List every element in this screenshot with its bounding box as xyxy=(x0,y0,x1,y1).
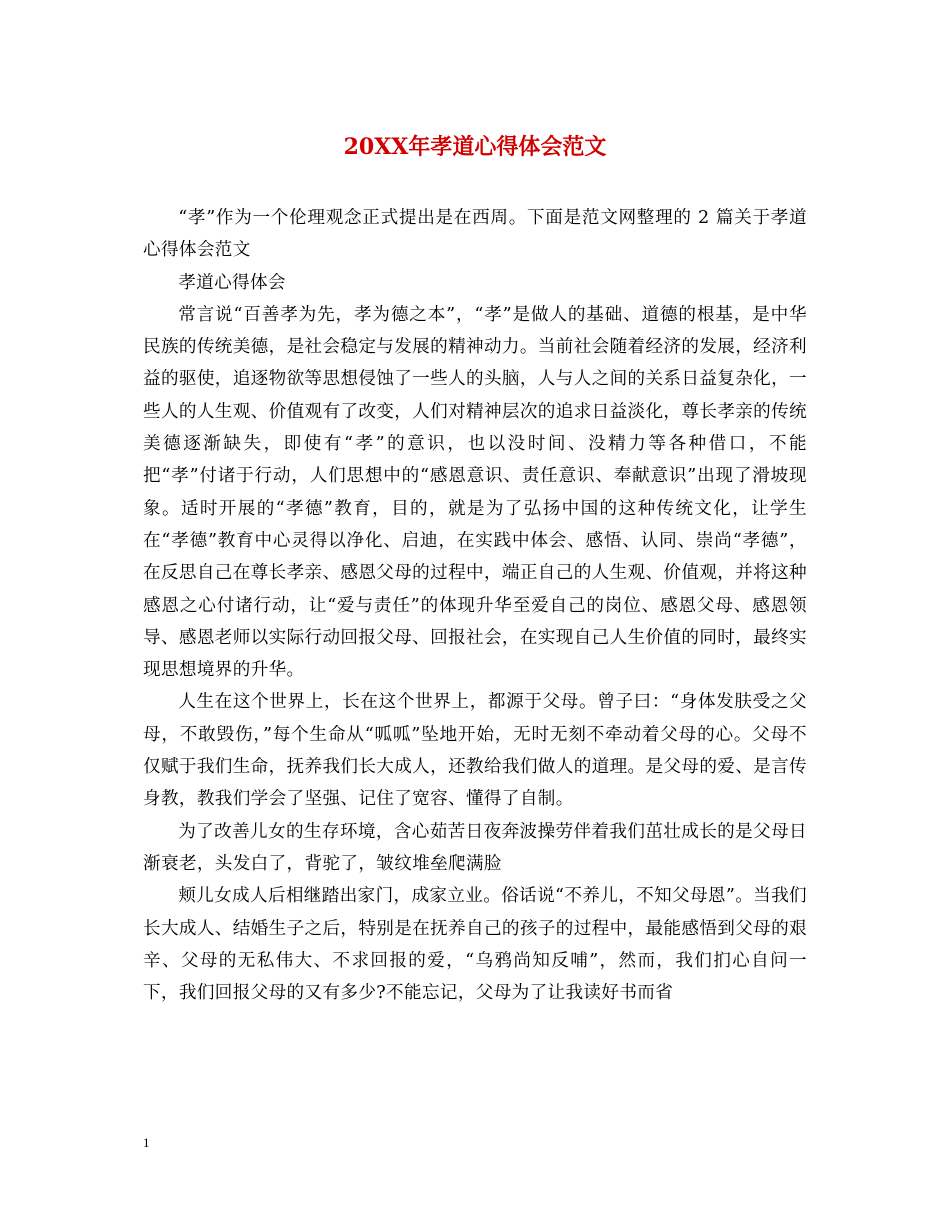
intro-paragraph: “孝”作为一个伦理观念正式提出是在西周。下面是范文网整理的 2 篇关于孝道心得体会范文 xyxy=(143,208,807,261)
page-number: 1 xyxy=(143,1135,150,1150)
body-paragraph: 为了改善儿女的生存环境，含心茹苦日夜奔波操劳伴着我们茁壮成长的是父母日渐衰老，头发白了，背驼了，皱纹堆垒爬满脸 xyxy=(143,821,807,874)
body-paragraph: 人生在这个世界上，长在这个世界上，都源于父母。曾子曰：“身体发肤受之父母，不敢毁伤，”每个生命从“呱呱”坠地开始，无时无刻不牵动着父母的心。父母不仅赋于我们生命，抚养我们长大成人，还教给我们做人的道理。是父母的爱、是言传身教，教我们学会了坚强、记住了宽容、懂得了自制。 xyxy=(143,692,807,810)
document-title: 20XX年孝道心得体会范文 xyxy=(343,134,607,160)
body-paragraph: 常言说“百善孝为先，孝为德之本”，“孝”是做人的基础、道德的根基，是中华民族的传统美德，是社会稳定与发展的精神动力。当前社会随着经济的发展，经济利益的驱使，追逐物欲等思想侵蚀了一些人的头脑，人与人之间的关系日益复杂化，一些人的人生观、价值观有了改变，人们对精神层次的追求日益淡化，尊长孝亲的传统美德逐渐缺失，即使有“孝”的意识，也以没时间、没精力等各种借口，不能把“孝”付诸于行动，人们思想中的“感恩意识、责任意识、奉献意识”出现了滑坡现象。适时开展的“孝德”教育，目的，就是为了弘扬中国的这种传统文化，让学生在“孝德”教育中心灵得以净化、启迪，在实践中体会、感悟、认同、崇尚“孝德”，在反思自己在尊长孝亲、感恩父母的过程中，端正自己的人生观、价值观，并将这种感恩之心付诸行动，让“爱与责任”的体现升华至爱自己的岗位、感恩父母、感恩领导、感恩老师以实际行动回报父母、回报社会，在实现自己人生价值的同时，最终实现思想境界的升华。 xyxy=(143,304,807,681)
section-heading: 孝道心得体会 xyxy=(178,272,286,293)
body-paragraph: 颊儿女成人后相继踏出家门，成家立业。俗话说“不养儿，不知父母恩”。当我们长大成人、结婚生子之后，特别是在抚养自己的孩子的过程中，最能感悟到父母的艰辛、父母的无私伟大、不求回报的爱，“乌鸦尚知反哺”，然而，我们扪心自问一下，我们回报父母的又有多少?不能忘记，父母为了让我读好书而省 xyxy=(143,886,807,1004)
document-body xyxy=(143,202,807,1009)
